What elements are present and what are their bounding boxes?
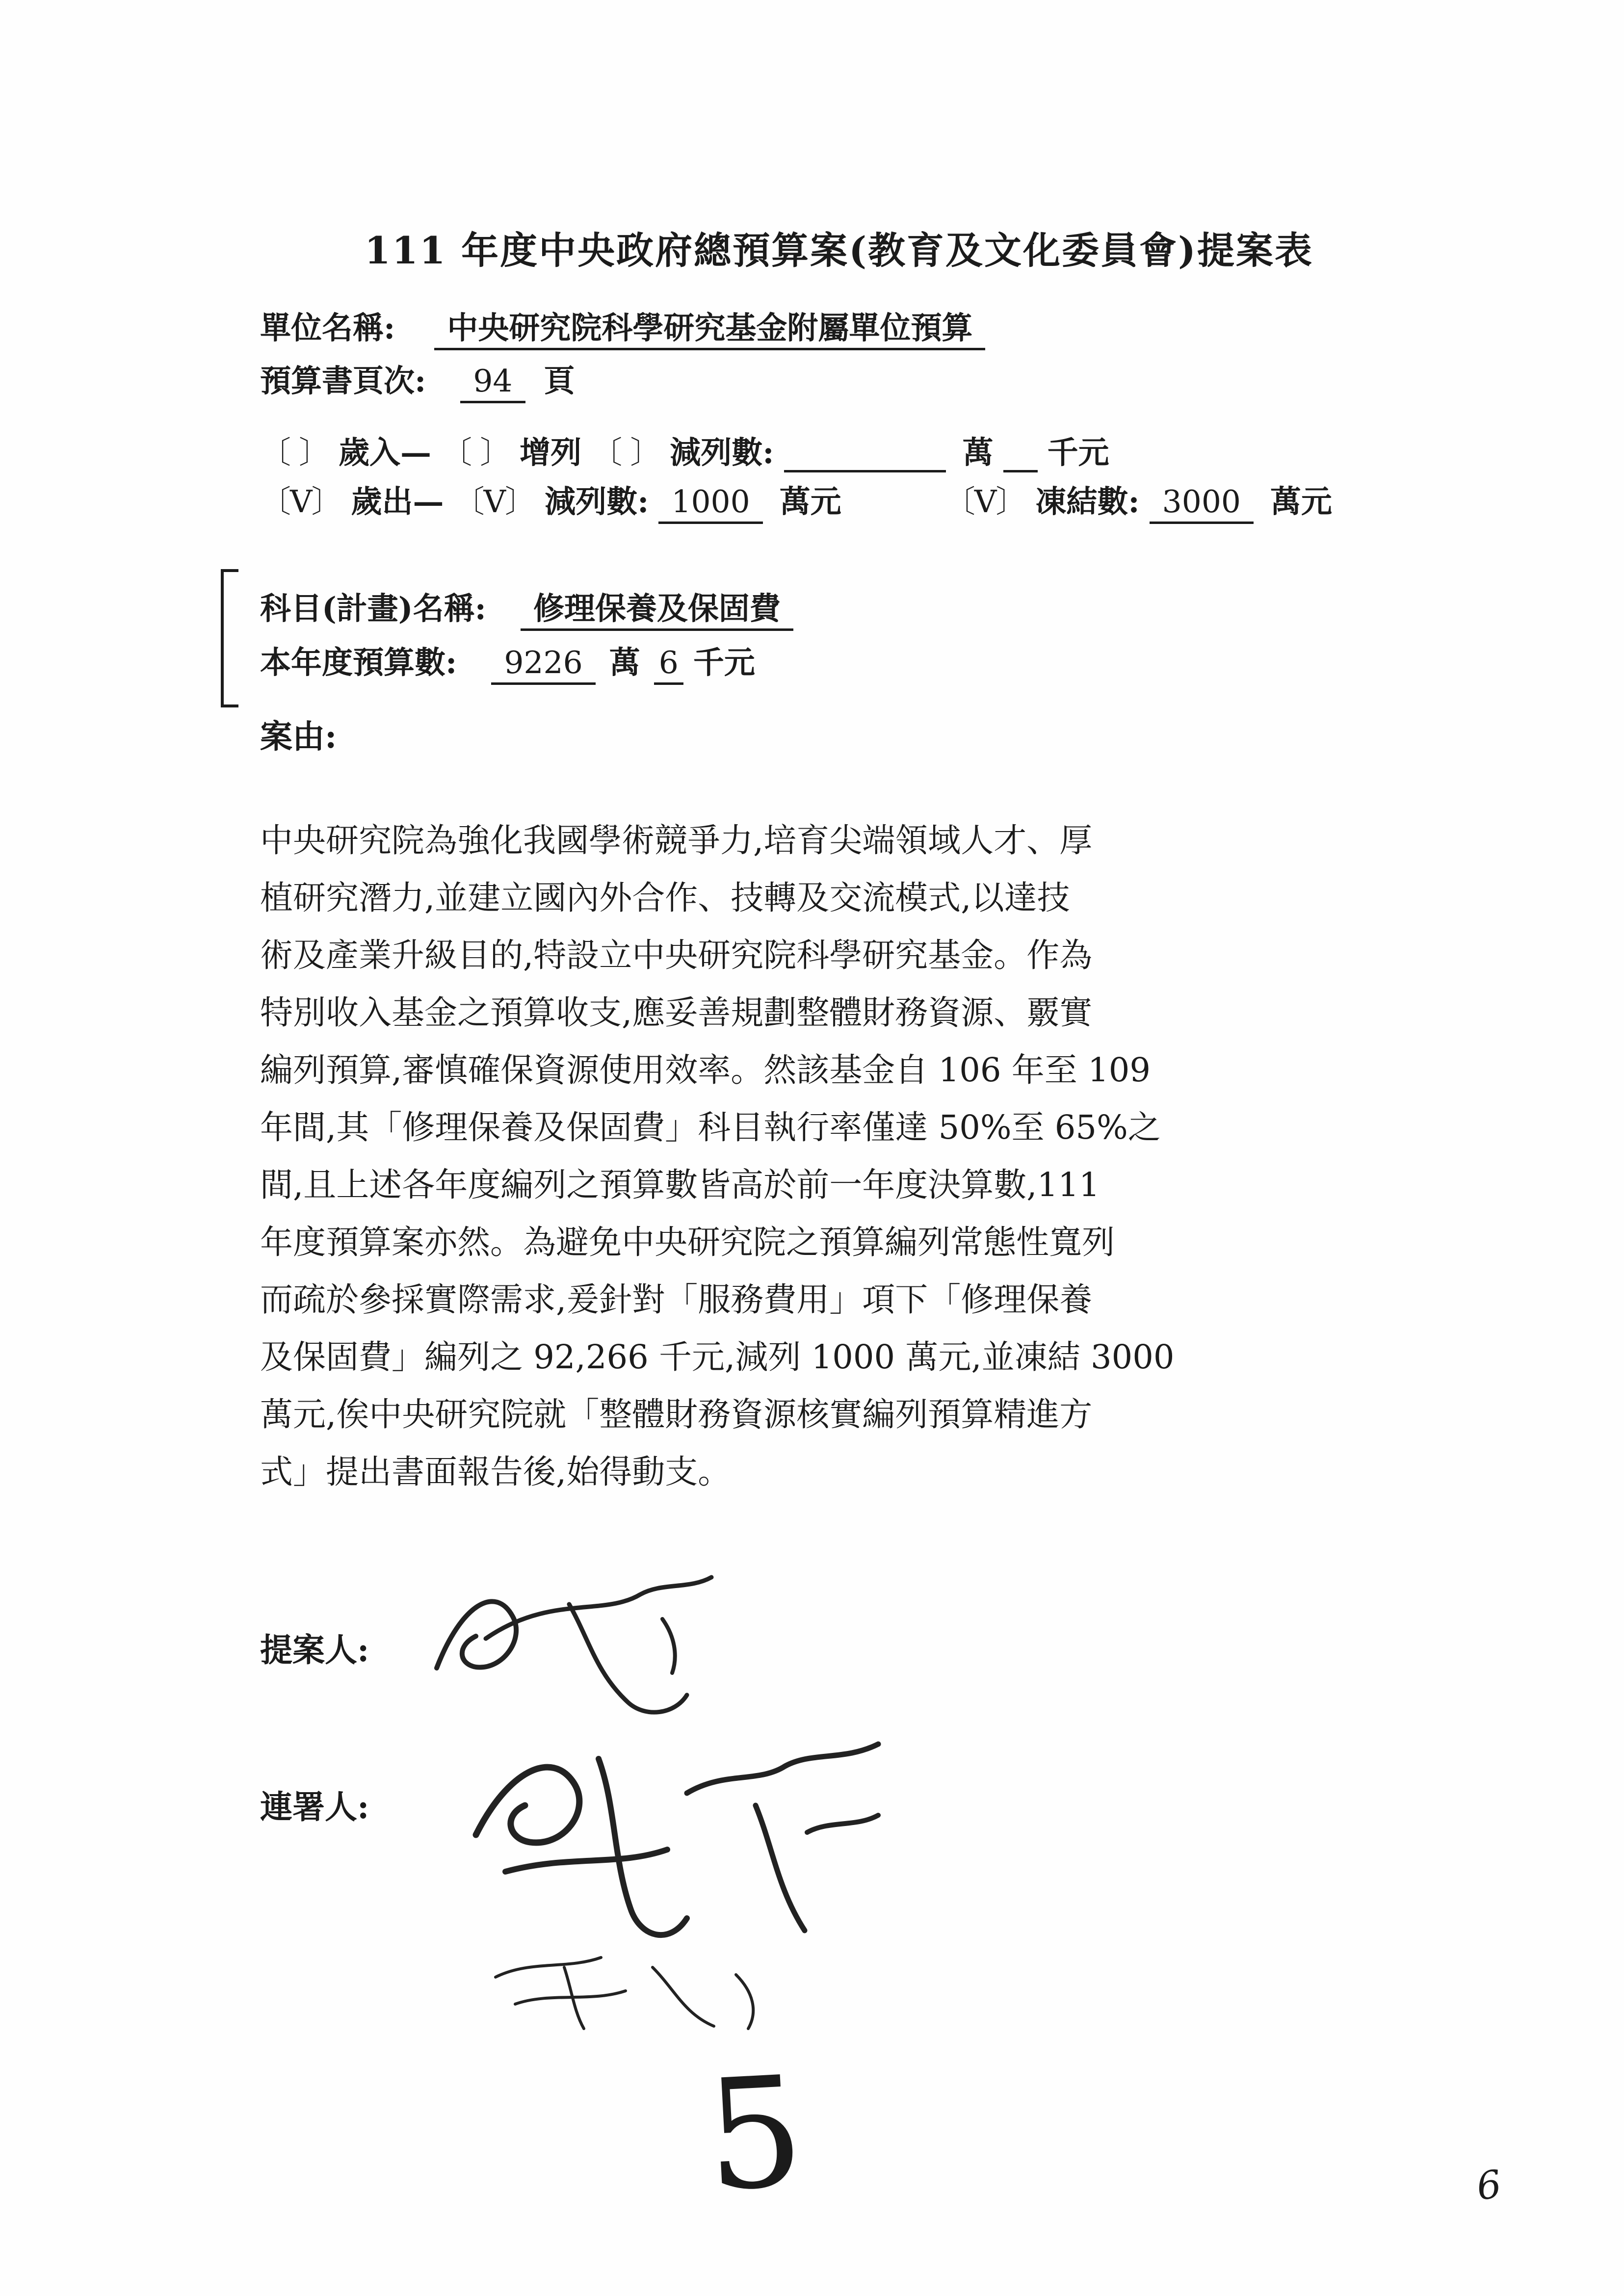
body-line: 而疏於參採實際需求,爰針對「服務費用」項下「修理保養	[260, 1280, 1093, 1319]
proposer-label: 提案人:	[260, 1631, 369, 1669]
case-reason-label: 案由:	[260, 717, 337, 756]
revenue-row	[260, 428, 1109, 472]
revenue-label-3: 減列數:	[670, 434, 774, 470]
revenue-label-1: 歲入—	[339, 434, 432, 470]
handwritten-page-number: 5	[702, 2043, 808, 2225]
body-line: 年度預算案亦然。為避免中央研究院之預算編列常態性寬列	[260, 1223, 1115, 1261]
revenue-unit-1: 萬	[962, 434, 994, 470]
page-title: 111 年度中央政府總預算案(教育及文化委員會)提案表	[364, 229, 1314, 272]
subject-budget-value-2: 6	[654, 645, 683, 685]
cosigner-signatures	[442, 1702, 932, 2056]
unit-name-label: 單位名稱:	[260, 310, 395, 346]
body-line: 及保固費」編列之 92,266 千元,減列 1000 萬元,並凍結 3000	[260, 1338, 1175, 1376]
expenditure-label-1: 歲出—	[351, 483, 444, 520]
subject-bracket	[221, 569, 238, 707]
case-reason-body	[260, 812, 1438, 1501]
subject-budget-value: 9226	[491, 645, 595, 685]
expenditure-cut-value: 1000	[658, 484, 762, 524]
subject-name-label: 科目(計畫)名稱:	[260, 590, 486, 626]
body-line: 植研究潛力,並建立國內外合作、技轉及交流模式,以達技	[260, 879, 1070, 917]
body-line: 中央研究院為強化我國學術競爭力,培育尖端領域人才、厚	[260, 821, 1093, 860]
revenue-amount-blank-2	[1003, 441, 1038, 472]
revenue-checkbox-2: 〔 〕	[441, 435, 510, 470]
expenditure-checkbox-3: 〔V〕	[944, 484, 1026, 520]
subject-budget-suffix: 千元	[693, 644, 755, 680]
expenditure-checkbox-1: 〔V〕	[260, 484, 341, 520]
body-line: 編列預算,審慎確保資源使用效率。然該基金自 106 年至 109	[260, 1051, 1151, 1089]
body-line: 式」提出書面報告後,始得動支。	[260, 1453, 731, 1491]
subject-budget-label: 本年度預算數:	[260, 644, 457, 680]
expenditure-freeze-label: 凍結數:	[1035, 483, 1140, 520]
cosigner-label: 連署人:	[260, 1788, 369, 1826]
body-line: 特別收入基金之預算收支,應妥善規劃整體財務資源、覈實	[260, 993, 1093, 1032]
subject-budget-row	[260, 638, 755, 682]
expenditure-freeze-value: 3000	[1150, 484, 1254, 524]
expenditure-checkbox-2: 〔V〕	[453, 484, 535, 520]
unit-name-value: 中央研究院科學研究基金附屬單位預算	[434, 310, 985, 350]
budget-page-value: 94	[460, 363, 525, 403]
revenue-unit-2: 千元	[1047, 434, 1109, 470]
budget-page-label: 預算書頁次:	[260, 363, 426, 399]
budget-page-row	[260, 356, 575, 401]
budget-page-suffix: 頁	[544, 363, 575, 399]
revenue-checkbox-3: 〔 〕	[591, 435, 660, 470]
expenditure-row	[260, 477, 1332, 522]
body-line: 年間,其「修理保養及保固費」科目執行率僅達 50%至 65%之	[260, 1108, 1161, 1147]
body-line: 術及產業升級目的,特設立中央研究院科學研究基金。作為	[260, 936, 1093, 974]
subject-name-value: 修理保養及保固費	[521, 590, 793, 631]
subject-budget-mid: 萬	[609, 644, 640, 680]
corner-page-number: 6	[1473, 2162, 1504, 2210]
unit-name-row	[260, 303, 985, 348]
body-line: 萬元,俟中央研究院就「整體財務資源核實編列預算精進方	[260, 1395, 1093, 1434]
body-line: 間,且上述各年度編列之預算數皆高於前一年度決算數,111	[260, 1166, 1100, 1204]
expenditure-label-2: 減列數:	[545, 483, 649, 520]
revenue-label-2: 增列	[520, 434, 582, 470]
subject-name-row	[260, 584, 793, 628]
revenue-checkbox-1: 〔 〕	[260, 435, 329, 470]
expenditure-freeze-unit: 萬元	[1270, 483, 1333, 520]
revenue-amount-blank	[784, 441, 946, 472]
expenditure-cut-unit: 萬元	[779, 483, 841, 520]
